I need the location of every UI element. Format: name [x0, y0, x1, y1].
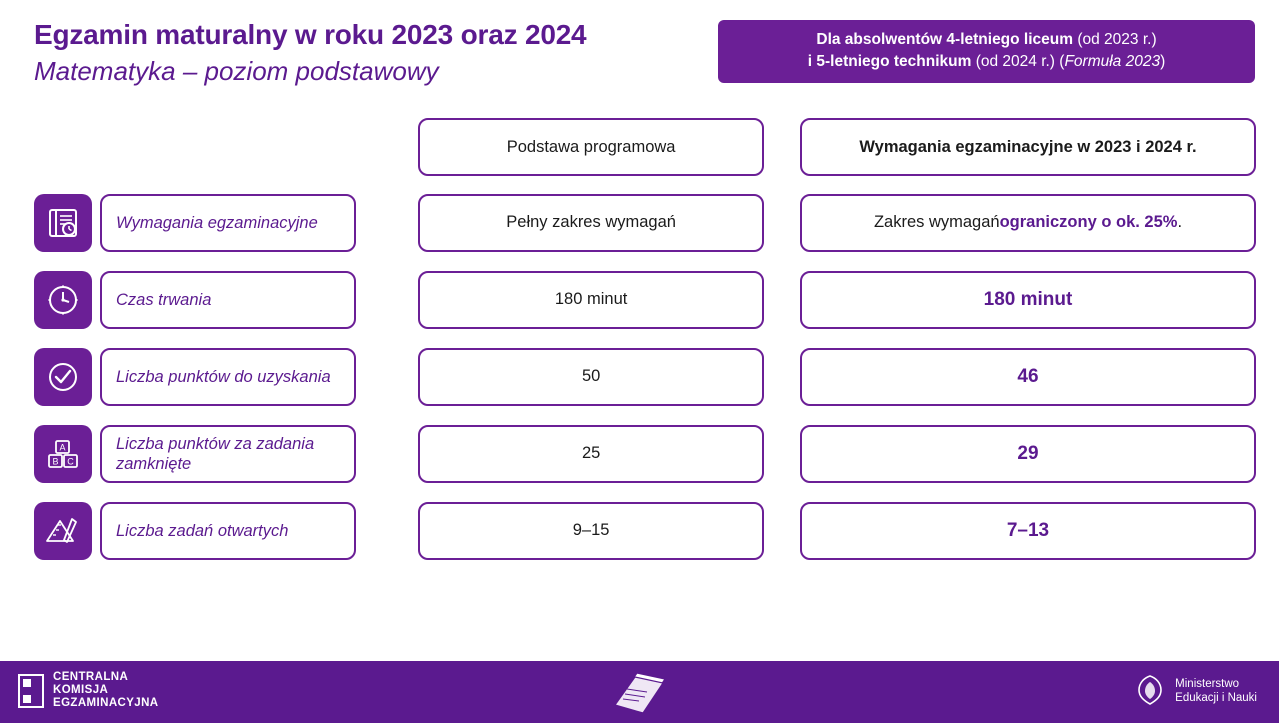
row-requirement-value-cell [800, 191, 1256, 254]
row-label-text: Liczba zadań otwartych [100, 502, 356, 560]
column-header-requirements [800, 118, 1256, 176]
badge-bold-1: Dla absolwentów 4-letniego liceum [816, 31, 1074, 48]
check-circle-icon [34, 348, 92, 406]
row-requirement-value: 7–13 [800, 502, 1256, 560]
men-logo [1133, 672, 1257, 710]
header-spacer [34, 118, 356, 176]
row-label-text: Czas trwania [100, 271, 356, 329]
row-requirement-value-cell [800, 345, 1256, 408]
row-base-value: 50 [418, 348, 764, 406]
row-requirement-value-cell [800, 499, 1256, 562]
badge-normal-1: (od 2023 r.) [1073, 31, 1157, 48]
row-label-text: Liczba punktów do uzyskania [100, 348, 356, 406]
title-block [34, 18, 734, 88]
row-label-closed-tasks [34, 422, 356, 485]
abc-blocks-icon [34, 425, 92, 483]
row-base-value-cell [418, 345, 764, 408]
table-row [34, 422, 1256, 485]
req-highlight: ograniczony o ok. 25% [999, 213, 1178, 231]
row-base-value-cell [418, 268, 764, 331]
exam-papers-icon [607, 669, 673, 715]
table-header-row [34, 118, 1256, 176]
clock-icon [34, 271, 92, 329]
column-header-base-label: Podstawa programowa [418, 118, 764, 176]
ruler-pencil-icon [34, 502, 92, 560]
cke-mark-icon [18, 674, 44, 708]
row-requirement-value: 29 [800, 425, 1256, 483]
cke-line-1: CENTRALNA [53, 671, 129, 683]
table-row [34, 345, 1256, 408]
column-header-base [418, 118, 764, 176]
row-base-value-cell [418, 499, 764, 562]
row-base-value: 180 minut [418, 271, 764, 329]
row-base-value-cell [418, 191, 764, 254]
audience-badge [718, 20, 1255, 83]
men-line-1: Ministerstwo [1175, 678, 1240, 690]
cke-logo-text [53, 671, 159, 710]
row-requirement-value: 180 minut [800, 271, 1256, 329]
table-row [34, 499, 1256, 562]
page-subtitle: Matematyka – poziom podstawowy [34, 56, 439, 86]
book-requirements-icon [34, 194, 92, 252]
svg-text:B: B [52, 456, 59, 466]
row-requirement-value: 46 [800, 348, 1256, 406]
row-base-value: Pełny zakres wymagań [418, 194, 764, 252]
cke-logo [18, 671, 159, 710]
page-footer [0, 661, 1279, 723]
badge-normal-3: ) [1160, 53, 1166, 70]
row-requirement-value-cell [800, 268, 1256, 331]
badge-normal-2: (od 2024 r.) ( [971, 53, 1065, 70]
svg-text:C: C [67, 456, 74, 466]
cke-line-2: KOMISJA [53, 684, 109, 696]
men-line-2: Edukacji i Nauki [1175, 692, 1257, 704]
row-label-duration [34, 268, 356, 331]
row-label-text: Wymagania egzaminacyjne [100, 194, 356, 252]
row-label-points-total [34, 345, 356, 408]
badge-bold-2: i 5-letniego technikum [807, 53, 972, 70]
table-row [34, 268, 1256, 331]
column-header-requirements-label: Wymagania egzaminacyjne w 2023 i 2024 r. [800, 118, 1256, 176]
row-label-requirements [34, 191, 356, 254]
req-prefix: Zakres wymagań [873, 213, 1000, 231]
page-header [34, 18, 1255, 98]
row-label-text: Liczba punktów za zadania zamknięte [100, 425, 356, 483]
svg-text:A: A [59, 442, 66, 452]
row-base-value: 25 [418, 425, 764, 483]
row-label-open-tasks [34, 499, 356, 562]
page-title: Egzamin maturalny w roku 2023 oraz 2024 [34, 19, 587, 50]
polish-eagle-icon [1133, 672, 1167, 710]
row-requirement-value-cell [800, 422, 1256, 485]
comparison-table [34, 118, 1256, 576]
table-row [34, 191, 1256, 254]
row-base-value-cell [418, 422, 764, 485]
men-logo-text [1175, 677, 1257, 705]
row-requirement-value [800, 194, 1256, 252]
row-base-value: 9–15 [418, 502, 764, 560]
badge-italic: Formuła 2023 [1064, 53, 1161, 70]
req-suffix: . [1177, 213, 1183, 231]
cke-line-3: EGZAMINACYJNA [53, 697, 159, 709]
